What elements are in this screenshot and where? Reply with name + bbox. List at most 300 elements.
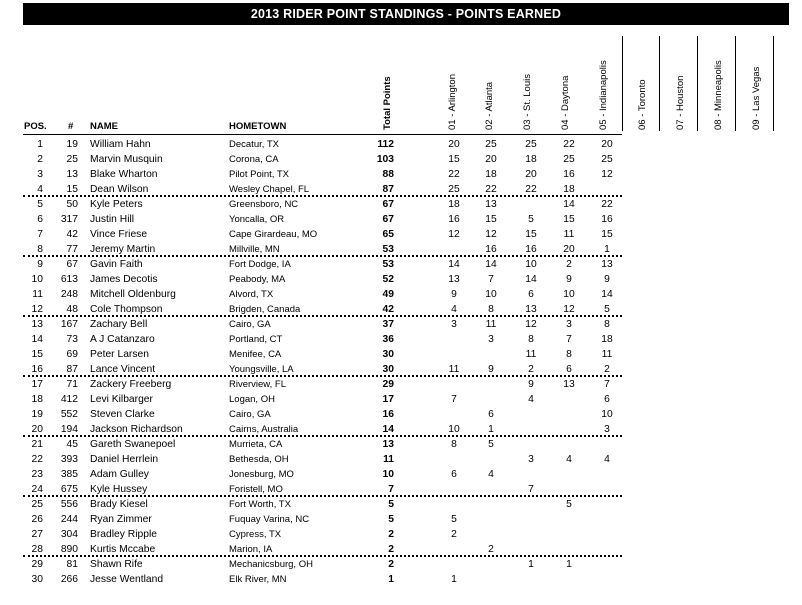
- column-divider: [697, 36, 698, 131]
- cell-name: Steven Clarke: [90, 409, 155, 420]
- cell-round-1: 14: [448, 259, 460, 270]
- cell-name: Jeremy Martin: [90, 244, 156, 255]
- table-row: [0, 287, 802, 302]
- cell-round-2: 22: [485, 184, 497, 195]
- header-round-8: 08 - Minneapolis: [713, 60, 724, 130]
- cell-round-3: 11: [525, 349, 537, 360]
- table-row: [0, 152, 802, 167]
- cell-total-points: 88: [382, 169, 394, 180]
- cell-pos: 26: [31, 514, 43, 525]
- cell-name: Kyle Peters: [90, 199, 143, 210]
- cell-hometown: Wesley Chapel, FL: [229, 184, 310, 195]
- cell-name: Daniel Herrlein: [90, 454, 159, 465]
- cell-round-1: 4: [451, 304, 457, 315]
- cell-total-points: 87: [382, 184, 394, 195]
- table-row: [0, 557, 802, 572]
- cell-round-1: 12: [448, 229, 460, 240]
- cell-name: Lance Vincent: [90, 364, 156, 375]
- cell-pos: 17: [31, 379, 43, 390]
- header-round-7: 07 - Houston: [675, 75, 686, 130]
- cell-round-5: 5: [604, 304, 610, 315]
- cell-total-points: 42: [382, 304, 394, 315]
- cell-round-1: 13: [448, 274, 460, 285]
- cell-name: Mitchell Oldenburg: [90, 289, 176, 300]
- cell-number: 45: [66, 439, 78, 450]
- header-round-2: 02 - Atlanta: [484, 81, 495, 130]
- cell-hometown: Brigden, Canada: [229, 304, 301, 315]
- cell-hometown: Marion, IA: [229, 544, 273, 555]
- cell-round-2: 7: [488, 274, 494, 285]
- cell-round-5: 20: [601, 139, 613, 150]
- cell-total-points: 13: [382, 439, 394, 450]
- cell-number: 890: [60, 544, 78, 555]
- table-row: [0, 542, 802, 557]
- table-row: [0, 452, 802, 467]
- header-round-4: 04 - Daytona: [560, 75, 571, 130]
- cell-total-points: 103: [376, 154, 394, 165]
- cell-number: 87: [66, 364, 78, 375]
- table-row: [0, 347, 802, 362]
- cell-total-points: 67: [382, 199, 394, 210]
- cell-round-3: 12: [525, 319, 537, 330]
- cell-round-3: 7: [528, 484, 534, 495]
- cell-round-1: 15: [448, 154, 460, 165]
- cell-pos: 4: [37, 184, 43, 195]
- header-name: NAME: [90, 121, 118, 132]
- cell-round-3: 22: [525, 184, 537, 195]
- cell-name: Levi Kilbarger: [90, 394, 153, 405]
- cell-pos: 2: [37, 154, 43, 165]
- cell-round-2: 25: [485, 139, 497, 150]
- cell-total-points: 53: [382, 244, 394, 255]
- cell-round-5: 6: [604, 394, 610, 405]
- cell-number: 25: [66, 154, 78, 165]
- table-row: [0, 137, 802, 152]
- cell-round-4: 2: [566, 259, 572, 270]
- cell-round-5: 7: [604, 379, 610, 390]
- cell-hometown: Alvord, TX: [229, 289, 274, 300]
- cell-round-4: 25: [563, 154, 575, 165]
- header-round-1: 01 - Arlington: [447, 74, 458, 130]
- table-row: [0, 482, 802, 497]
- cell-number: 266: [60, 574, 78, 585]
- table-row: [0, 272, 802, 287]
- cell-round-2: 12: [485, 229, 497, 240]
- cell-round-4: 15: [563, 214, 575, 225]
- cell-number: 167: [60, 319, 78, 330]
- cell-name: Blake Wharton: [90, 169, 158, 180]
- cell-total-points: 2: [388, 559, 394, 570]
- table-row: [0, 242, 802, 257]
- cell-round-2: 11: [485, 319, 497, 330]
- cell-round-5: 3: [604, 424, 610, 435]
- cell-pos: 1: [37, 139, 43, 150]
- cell-total-points: 10: [382, 469, 394, 480]
- cell-hometown: Elk River, MN: [229, 574, 287, 585]
- cell-number: 67: [66, 259, 78, 270]
- cell-pos: 13: [31, 319, 43, 330]
- cell-round-2: 15: [485, 214, 497, 225]
- cell-pos: 7: [37, 229, 43, 240]
- header-total-points: Total Points: [382, 76, 393, 130]
- cell-hometown: Peabody, MA: [229, 274, 286, 285]
- cell-pos: 25: [31, 499, 43, 510]
- cell-round-2: 6: [488, 409, 494, 420]
- cell-total-points: 65: [382, 229, 394, 240]
- cell-round-4: 22: [563, 139, 575, 150]
- cell-round-5: 8: [604, 319, 610, 330]
- cell-round-4: 9: [566, 274, 572, 285]
- cell-total-points: 53: [382, 259, 394, 270]
- cell-round-1: 2: [451, 529, 457, 540]
- cell-round-3: 18: [525, 154, 537, 165]
- cell-number: 556: [60, 499, 78, 510]
- cell-number: 248: [60, 289, 78, 300]
- cell-pos: 16: [31, 364, 43, 375]
- cell-hometown: Cairo, GA: [229, 319, 271, 330]
- cell-round-1: 3: [451, 319, 457, 330]
- cell-round-5: 13: [601, 259, 613, 270]
- cell-round-1: 16: [448, 214, 460, 225]
- column-divider: [773, 36, 774, 131]
- cell-name: A J Catanzaro: [90, 334, 155, 345]
- cell-total-points: 14: [382, 424, 394, 435]
- cell-name: Dean Wilson: [90, 184, 149, 195]
- cell-name: Brady Kiesel: [90, 499, 148, 510]
- cell-hometown: Millville, MN: [229, 244, 280, 255]
- cell-pos: 11: [32, 289, 43, 300]
- cell-round-1: 5: [451, 514, 457, 525]
- cell-name: Adam Gulley: [90, 469, 149, 480]
- cell-name: Zackery Freeberg: [90, 379, 172, 390]
- cell-number: 194: [60, 424, 78, 435]
- cell-total-points: 7: [388, 484, 394, 495]
- table-row: [0, 182, 802, 197]
- cell-round-2: 10: [485, 289, 497, 300]
- cell-number: 42: [66, 229, 78, 240]
- cell-total-points: 52: [382, 274, 394, 285]
- cell-hometown: Fort Dodge, IA: [229, 259, 291, 270]
- table-row: [0, 197, 802, 212]
- table-row: [0, 512, 802, 527]
- cell-number: 15: [66, 184, 78, 195]
- cell-name: Jesse Wentland: [90, 574, 164, 585]
- cell-round-3: 14: [525, 274, 537, 285]
- cell-pos: 29: [31, 559, 43, 570]
- cell-pos: 21: [31, 439, 43, 450]
- cell-hometown: Greensboro, NC: [229, 199, 299, 210]
- table-row: [0, 332, 802, 347]
- cell-name: Jackson Richardson: [90, 424, 183, 435]
- cell-pos: 14: [31, 334, 43, 345]
- cell-total-points: 11: [383, 454, 394, 465]
- cell-number: 69: [66, 349, 78, 360]
- cell-round-5: 9: [604, 274, 610, 285]
- cell-name: Zachary Bell: [90, 319, 148, 330]
- header-pos: POS.: [24, 121, 47, 132]
- cell-round-3: 20: [525, 169, 537, 180]
- header-round-3: 03 - St. Louis: [522, 74, 533, 130]
- cell-pos: 9: [37, 259, 43, 270]
- cell-hometown: Yoncalla, OR: [229, 214, 285, 225]
- table-row: [0, 437, 802, 452]
- cell-total-points: 17: [382, 394, 394, 405]
- table-row: [0, 227, 802, 242]
- cell-pos: 28: [31, 544, 43, 555]
- cell-round-2: 16: [485, 244, 497, 255]
- page-title: 2013 RIDER POINT STANDINGS - POINTS EARNED: [23, 3, 789, 25]
- cell-round-2: 9: [488, 364, 494, 375]
- cell-round-5: 10: [601, 409, 613, 420]
- cell-name: Kurtis Mccabe: [90, 544, 156, 555]
- cell-round-3: 9: [528, 379, 534, 390]
- cell-round-5: 22: [601, 199, 613, 210]
- cell-total-points: 2: [388, 544, 394, 555]
- cell-name: William Hahn: [90, 139, 151, 150]
- cell-name: Shawn Rife: [90, 559, 143, 570]
- cell-round-4: 6: [566, 364, 572, 375]
- cell-round-2: 13: [485, 199, 497, 210]
- cell-round-3: 25: [525, 139, 537, 150]
- cell-number: 50: [66, 199, 78, 210]
- cell-round-1: 20: [448, 139, 460, 150]
- cell-round-2: 20: [485, 154, 497, 165]
- cell-hometown: Logan, OH: [229, 394, 275, 405]
- cell-round-3: 4: [528, 394, 534, 405]
- cell-pos: 23: [31, 469, 43, 480]
- cell-round-2: 14: [485, 259, 497, 270]
- cell-round-4: 16: [563, 169, 575, 180]
- cell-round-4: 3: [566, 319, 572, 330]
- cell-name: Cole Thompson: [90, 304, 163, 315]
- cell-round-4: 12: [563, 304, 575, 315]
- cell-round-3: 5: [528, 214, 534, 225]
- cell-hometown: Cypress, TX: [229, 529, 282, 540]
- table-row: [0, 167, 802, 182]
- cell-pos: 18: [31, 394, 43, 405]
- cell-total-points: 1: [388, 574, 394, 585]
- cell-hometown: Decatur, TX: [229, 139, 279, 150]
- cell-name: Kyle Hussey: [90, 484, 148, 495]
- cell-pos: 24: [31, 484, 43, 495]
- cell-number: 48: [66, 304, 78, 315]
- cell-total-points: 2: [388, 529, 394, 540]
- cell-total-points: 36: [382, 334, 394, 345]
- cell-round-4: 1: [566, 559, 572, 570]
- cell-number: 385: [60, 469, 78, 480]
- table-row: [0, 317, 802, 332]
- cell-round-5: 14: [601, 289, 613, 300]
- cell-pos: 15: [31, 349, 43, 360]
- cell-round-4: 4: [566, 454, 572, 465]
- table-row: [0, 362, 802, 377]
- table-row: [0, 257, 802, 272]
- header-number: #: [68, 121, 74, 132]
- cell-round-2: 3: [488, 334, 494, 345]
- cell-round-5: 11: [601, 349, 613, 360]
- cell-hometown: Youngsville, LA: [229, 364, 294, 375]
- cell-total-points: 5: [388, 514, 394, 525]
- cell-number: 77: [66, 244, 78, 255]
- cell-hometown: Jonesburg, MO: [229, 469, 294, 480]
- cell-round-5: 12: [601, 169, 613, 180]
- cell-round-5: 1: [604, 244, 610, 255]
- header-hometown: HOMETOWN: [229, 121, 287, 132]
- cell-round-4: 18: [563, 184, 575, 195]
- cell-round-3: 6: [528, 289, 534, 300]
- table-row: [0, 407, 802, 422]
- table-row: [0, 422, 802, 437]
- cell-round-1: 7: [451, 394, 457, 405]
- cell-total-points: 29: [382, 379, 394, 390]
- cell-number: 613: [60, 274, 78, 285]
- cell-pos: 19: [31, 409, 43, 420]
- cell-number: 244: [60, 514, 78, 525]
- cell-name: Ryan Zimmer: [90, 514, 152, 525]
- table-row: [0, 377, 802, 392]
- cell-round-1: 1: [451, 574, 457, 585]
- cell-total-points: 37: [382, 319, 394, 330]
- cell-round-2: 5: [488, 439, 494, 450]
- cell-round-4: 10: [563, 289, 575, 300]
- cell-round-3: 8: [528, 334, 534, 345]
- cell-round-2: 2: [488, 544, 494, 555]
- cell-total-points: 112: [377, 139, 394, 150]
- column-divider: [622, 36, 623, 131]
- cell-hometown: Cairo, GA: [229, 409, 271, 420]
- cell-round-1: 11: [448, 364, 460, 375]
- cell-round-3: 10: [525, 259, 537, 270]
- cell-number: 393: [60, 454, 78, 465]
- table-row: [0, 212, 802, 227]
- table-row: [0, 302, 802, 317]
- cell-round-4: 5: [566, 499, 572, 510]
- cell-name: James Decotis: [90, 274, 158, 285]
- cell-pos: 20: [31, 424, 43, 435]
- cell-total-points: 67: [382, 214, 394, 225]
- cell-round-1: 10: [448, 424, 460, 435]
- cell-hometown: Bethesda, OH: [229, 454, 289, 465]
- cell-pos: 6: [37, 214, 43, 225]
- cell-name: Peter Larsen: [90, 349, 149, 360]
- cell-round-1: 22: [448, 169, 460, 180]
- cell-round-4: 14: [563, 199, 575, 210]
- cell-round-3: 15: [525, 229, 537, 240]
- table-row: [0, 467, 802, 482]
- cell-total-points: 16: [382, 409, 394, 420]
- cell-hometown: Portland, CT: [229, 334, 283, 345]
- header-rule: [23, 134, 622, 135]
- cell-round-4: 8: [566, 349, 572, 360]
- cell-pos: 12: [31, 304, 43, 315]
- cell-round-1: 6: [451, 469, 457, 480]
- cell-hometown: Fort Worth, TX: [229, 499, 291, 510]
- cell-number: 81: [66, 559, 78, 570]
- cell-name: Marvin Musquin: [90, 154, 163, 165]
- table-row: [0, 527, 802, 542]
- cell-number: 412: [60, 394, 78, 405]
- cell-round-5: 18: [601, 334, 613, 345]
- cell-round-3: 3: [528, 454, 534, 465]
- table-row: [0, 572, 802, 587]
- cell-number: 73: [66, 334, 78, 345]
- header-round-6: 06 - Toronto: [637, 79, 648, 130]
- column-divider: [659, 36, 660, 131]
- cell-round-3: 2: [528, 364, 534, 375]
- cell-round-5: 15: [601, 229, 613, 240]
- cell-hometown: Foristell, MO: [229, 484, 283, 495]
- standings-table: [0, 137, 802, 587]
- cell-pos: 8: [37, 244, 43, 255]
- cell-round-2: 18: [485, 169, 497, 180]
- cell-round-3: 13: [525, 304, 537, 315]
- cell-round-5: 2: [604, 364, 610, 375]
- table-row: [0, 392, 802, 407]
- cell-round-1: 18: [448, 199, 460, 210]
- cell-total-points: 49: [382, 289, 394, 300]
- cell-round-5: 16: [601, 214, 613, 225]
- cell-round-2: 8: [488, 304, 494, 315]
- cell-hometown: Mechanicsburg, OH: [229, 559, 313, 570]
- cell-hometown: Riverview, FL: [229, 379, 287, 390]
- cell-round-1: 8: [451, 439, 457, 450]
- cell-pos: 30: [31, 574, 43, 585]
- cell-number: 19: [66, 139, 78, 150]
- cell-number: 304: [60, 529, 78, 540]
- cell-round-1: 25: [448, 184, 460, 195]
- cell-number: 317: [60, 214, 78, 225]
- cell-hometown: Fuquay Varina, NC: [229, 514, 310, 525]
- cell-pos: 27: [31, 529, 43, 540]
- cell-total-points: 30: [382, 349, 394, 360]
- cell-hometown: Murrieta, CA: [229, 439, 283, 450]
- cell-round-3: 16: [525, 244, 537, 255]
- cell-round-3: 1: [528, 559, 534, 570]
- cell-round-1: 9: [451, 289, 457, 300]
- cell-name: Vince Friese: [90, 229, 148, 240]
- cell-round-2: 4: [488, 469, 494, 480]
- cell-number: 552: [60, 409, 78, 420]
- cell-name: Gareth Swanepoel: [90, 439, 176, 450]
- cell-round-4: 7: [566, 334, 572, 345]
- column-divider: [735, 36, 736, 131]
- cell-round-4: 13: [563, 379, 575, 390]
- cell-hometown: Cape Girardeau, MO: [229, 229, 318, 240]
- cell-name: Justin Hill: [90, 214, 135, 225]
- cell-round-2: 1: [488, 424, 494, 435]
- cell-total-points: 5: [388, 499, 394, 510]
- cell-hometown: Cairns, Australia: [229, 424, 299, 435]
- table-row: [0, 497, 802, 512]
- cell-round-5: 25: [601, 154, 613, 165]
- cell-pos: 5: [37, 199, 43, 210]
- cell-hometown: Menifee, CA: [229, 349, 282, 360]
- cell-total-points: 30: [382, 364, 394, 375]
- cell-round-4: 20: [563, 244, 575, 255]
- cell-number: 13: [66, 169, 78, 180]
- cell-number: 675: [60, 484, 78, 495]
- cell-name: Gavin Faith: [90, 259, 143, 270]
- cell-round-4: 11: [563, 229, 575, 240]
- cell-pos: 10: [31, 274, 43, 285]
- cell-pos: 3: [37, 169, 43, 180]
- header-round-5: 05 - Indianapolis: [598, 60, 609, 130]
- cell-round-5: 4: [604, 454, 610, 465]
- header-round-9: 09 - Las Vegas: [751, 66, 762, 130]
- cell-pos: 22: [31, 454, 43, 465]
- cell-name: Bradley Ripple: [90, 529, 157, 540]
- cell-hometown: Corona, CA: [229, 154, 279, 165]
